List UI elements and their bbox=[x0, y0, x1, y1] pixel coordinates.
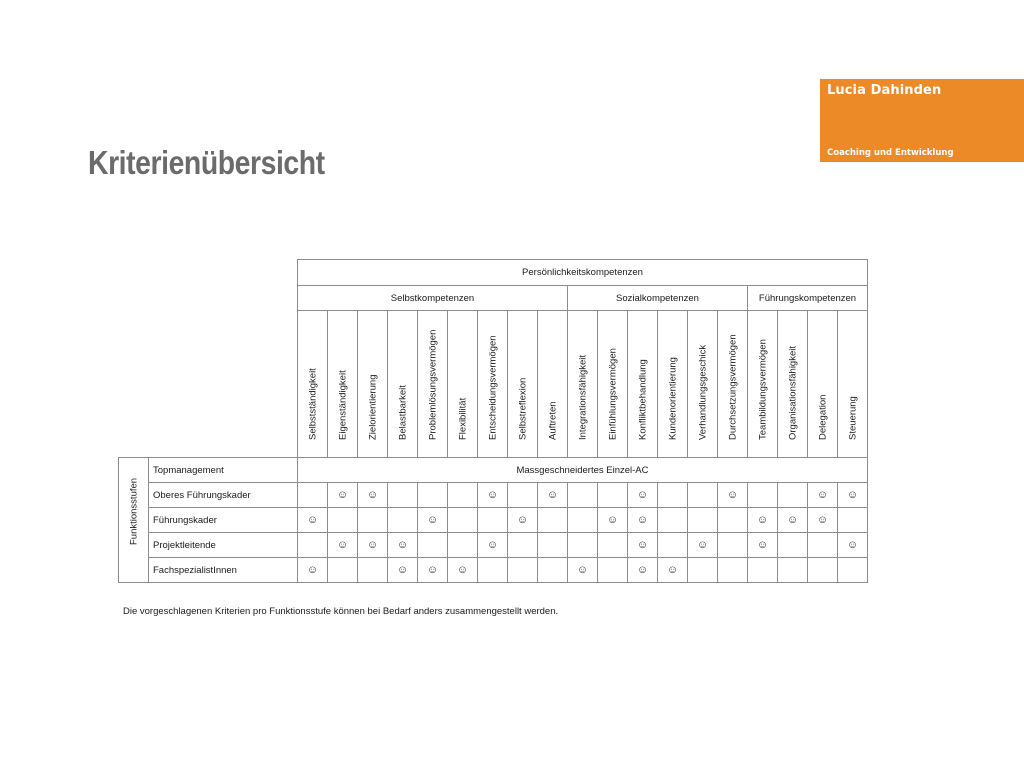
criterion-header bbox=[568, 311, 598, 458]
empty-cell bbox=[538, 558, 568, 583]
empty-cell bbox=[568, 533, 598, 558]
empty-cell bbox=[658, 508, 688, 533]
smiley-mark: ☺ bbox=[478, 533, 508, 558]
footnote: Die vorgeschlagenen Kriterien pro Funktionsstufe können bei Bedarf anders zusammengestellt werden. bbox=[123, 606, 559, 617]
table-row bbox=[119, 483, 868, 508]
empty-cell bbox=[358, 558, 388, 583]
empty-cell bbox=[598, 533, 628, 558]
empty-cell bbox=[358, 508, 388, 533]
empty-cell bbox=[448, 483, 478, 508]
smiley-mark: ☺ bbox=[328, 533, 358, 558]
row-group-label: Funktionsstufen bbox=[128, 477, 139, 545]
smiley-mark: ☺ bbox=[358, 533, 388, 558]
smiley-mark: ☺ bbox=[478, 483, 508, 508]
empty-cell bbox=[778, 558, 808, 583]
smiley-mark: ☺ bbox=[658, 558, 688, 583]
criterion-header bbox=[358, 311, 388, 458]
criteria-table bbox=[118, 259, 868, 583]
page-title: Kriterienübersicht bbox=[88, 144, 325, 181]
subgroup-header: Führungskompetenzen bbox=[748, 286, 868, 311]
criterion-label: Eigenständigkeit bbox=[337, 370, 348, 440]
smiley-mark: ☺ bbox=[628, 533, 658, 558]
criterion-label: Durchsetzungsvermögen bbox=[727, 334, 738, 440]
smiley-mark: ☺ bbox=[538, 483, 568, 508]
empty-cell bbox=[418, 533, 448, 558]
criterion-header bbox=[388, 311, 418, 458]
subgroup-header: Selbstkompetenzen bbox=[298, 286, 568, 311]
empty-cell bbox=[598, 558, 628, 583]
row-label: Topmanagement bbox=[149, 458, 298, 483]
empty-cell bbox=[478, 558, 508, 583]
smiley-mark: ☺ bbox=[298, 558, 328, 583]
empty-cell bbox=[568, 483, 598, 508]
smiley-mark: ☺ bbox=[328, 483, 358, 508]
empty-cell bbox=[838, 558, 868, 583]
criterion-label: Steuerung bbox=[847, 396, 858, 440]
row-label: Oberes Führungskader bbox=[149, 483, 298, 508]
corner-blank bbox=[119, 260, 298, 286]
smiley-mark: ☺ bbox=[688, 533, 718, 558]
criterion-header bbox=[718, 311, 748, 458]
criterion-label: Auftreten bbox=[547, 401, 558, 440]
smiley-mark: ☺ bbox=[388, 533, 418, 558]
criterion-header bbox=[778, 311, 808, 458]
empty-cell bbox=[748, 558, 778, 583]
empty-cell bbox=[568, 508, 598, 533]
merged-cell: Massgeschneidertes Einzel-AC bbox=[298, 458, 868, 483]
table-row bbox=[119, 458, 868, 483]
empty-cell bbox=[328, 558, 358, 583]
smiley-mark: ☺ bbox=[448, 558, 478, 583]
empty-cell bbox=[748, 483, 778, 508]
criterion-label: Delegation bbox=[817, 394, 828, 440]
criterion-label: Belastbarkeit bbox=[397, 385, 408, 440]
empty-cell bbox=[418, 483, 448, 508]
smiley-mark: ☺ bbox=[748, 508, 778, 533]
smiley-mark: ☺ bbox=[358, 483, 388, 508]
criterion-label: Teambildungsvermögen bbox=[757, 339, 768, 440]
criterion-label: Kundenorientierung bbox=[667, 357, 678, 440]
smiley-mark: ☺ bbox=[718, 483, 748, 508]
smiley-mark: ☺ bbox=[628, 508, 658, 533]
empty-cell bbox=[538, 533, 568, 558]
row-label: FachspezialistInnen bbox=[149, 558, 298, 583]
criterion-label: Organisationsfähigkeit bbox=[787, 346, 798, 440]
empty-cell bbox=[778, 483, 808, 508]
empty-cell bbox=[388, 483, 418, 508]
empty-cell bbox=[508, 533, 538, 558]
empty-cell bbox=[598, 483, 628, 508]
row-label: Projektleitende bbox=[149, 533, 298, 558]
corner-blank bbox=[119, 311, 298, 458]
smiley-mark: ☺ bbox=[298, 508, 328, 533]
empty-cell bbox=[808, 558, 838, 583]
criterion-header bbox=[628, 311, 658, 458]
empty-cell bbox=[688, 558, 718, 583]
row-label: Führungskader bbox=[149, 508, 298, 533]
corner-blank bbox=[119, 286, 298, 311]
criterion-header bbox=[328, 311, 358, 458]
criterion-header bbox=[808, 311, 838, 458]
empty-cell bbox=[538, 508, 568, 533]
criterion-header bbox=[838, 311, 868, 458]
smiley-mark: ☺ bbox=[418, 508, 448, 533]
empty-cell bbox=[448, 508, 478, 533]
empty-cell bbox=[658, 483, 688, 508]
empty-cell bbox=[778, 533, 808, 558]
criterion-header bbox=[448, 311, 478, 458]
empty-cell bbox=[838, 508, 868, 533]
empty-cell bbox=[808, 533, 838, 558]
smiley-mark: ☺ bbox=[628, 483, 658, 508]
criterion-header bbox=[658, 311, 688, 458]
empty-cell bbox=[718, 533, 748, 558]
smiley-mark: ☺ bbox=[568, 558, 598, 583]
smiley-mark: ☺ bbox=[418, 558, 448, 583]
subgroup-header: Sozialkompetenzen bbox=[568, 286, 748, 311]
table-row bbox=[119, 508, 868, 533]
criterion-label: Verhandlungsgeschick bbox=[697, 344, 708, 440]
criterion-header bbox=[298, 311, 328, 458]
table-row bbox=[119, 558, 868, 583]
empty-cell bbox=[388, 508, 418, 533]
criterion-header bbox=[598, 311, 628, 458]
criterion-label: Integrationsfähigkeit bbox=[577, 354, 588, 440]
brand-logo-box bbox=[820, 79, 1024, 162]
smiley-mark: ☺ bbox=[748, 533, 778, 558]
smiley-mark: ☺ bbox=[508, 508, 538, 533]
empty-cell bbox=[478, 508, 508, 533]
smiley-mark: ☺ bbox=[778, 508, 808, 533]
smiley-mark: ☺ bbox=[388, 558, 418, 583]
criterion-header bbox=[418, 311, 448, 458]
criterion-label: Einfühlungsvermögen bbox=[607, 348, 618, 440]
criterion-header bbox=[478, 311, 508, 458]
brand-tagline: Coaching und Entwicklung bbox=[827, 148, 954, 158]
empty-cell bbox=[658, 533, 688, 558]
criterion-header bbox=[508, 311, 538, 458]
criterion-label: Zielorientierung bbox=[367, 374, 378, 440]
smiley-mark: ☺ bbox=[808, 508, 838, 533]
smiley-mark: ☺ bbox=[808, 483, 838, 508]
criterion-header bbox=[538, 311, 568, 458]
empty-cell bbox=[718, 508, 748, 533]
criterion-label: Problemlösungsvermögen bbox=[427, 329, 438, 440]
smiley-mark: ☺ bbox=[838, 533, 868, 558]
criterion-label: Selbstständigkeit bbox=[307, 368, 318, 440]
empty-cell bbox=[718, 558, 748, 583]
criterion-header bbox=[748, 311, 778, 458]
smiley-mark: ☺ bbox=[598, 508, 628, 533]
group-header: Persönlichkeitskompetenzen bbox=[298, 260, 868, 286]
empty-cell bbox=[508, 483, 538, 508]
table-row bbox=[119, 533, 868, 558]
smiley-mark: ☺ bbox=[838, 483, 868, 508]
smiley-mark: ☺ bbox=[628, 558, 658, 583]
criterion-label: Entscheidungsvermögen bbox=[487, 335, 498, 440]
empty-cell bbox=[688, 508, 718, 533]
criterion-label: Konfliktbehandlung bbox=[637, 359, 648, 440]
empty-cell bbox=[688, 483, 718, 508]
criterion-label: Selbstreflexion bbox=[517, 377, 528, 440]
empty-cell bbox=[328, 508, 358, 533]
criterion-label: Flexibilität bbox=[457, 397, 468, 440]
brand-name: Lucia Dahinden bbox=[827, 83, 942, 98]
criterion-header bbox=[688, 311, 718, 458]
empty-cell bbox=[298, 483, 328, 508]
empty-cell bbox=[448, 533, 478, 558]
empty-cell bbox=[508, 558, 538, 583]
row-group-header bbox=[119, 458, 149, 583]
empty-cell bbox=[298, 533, 328, 558]
